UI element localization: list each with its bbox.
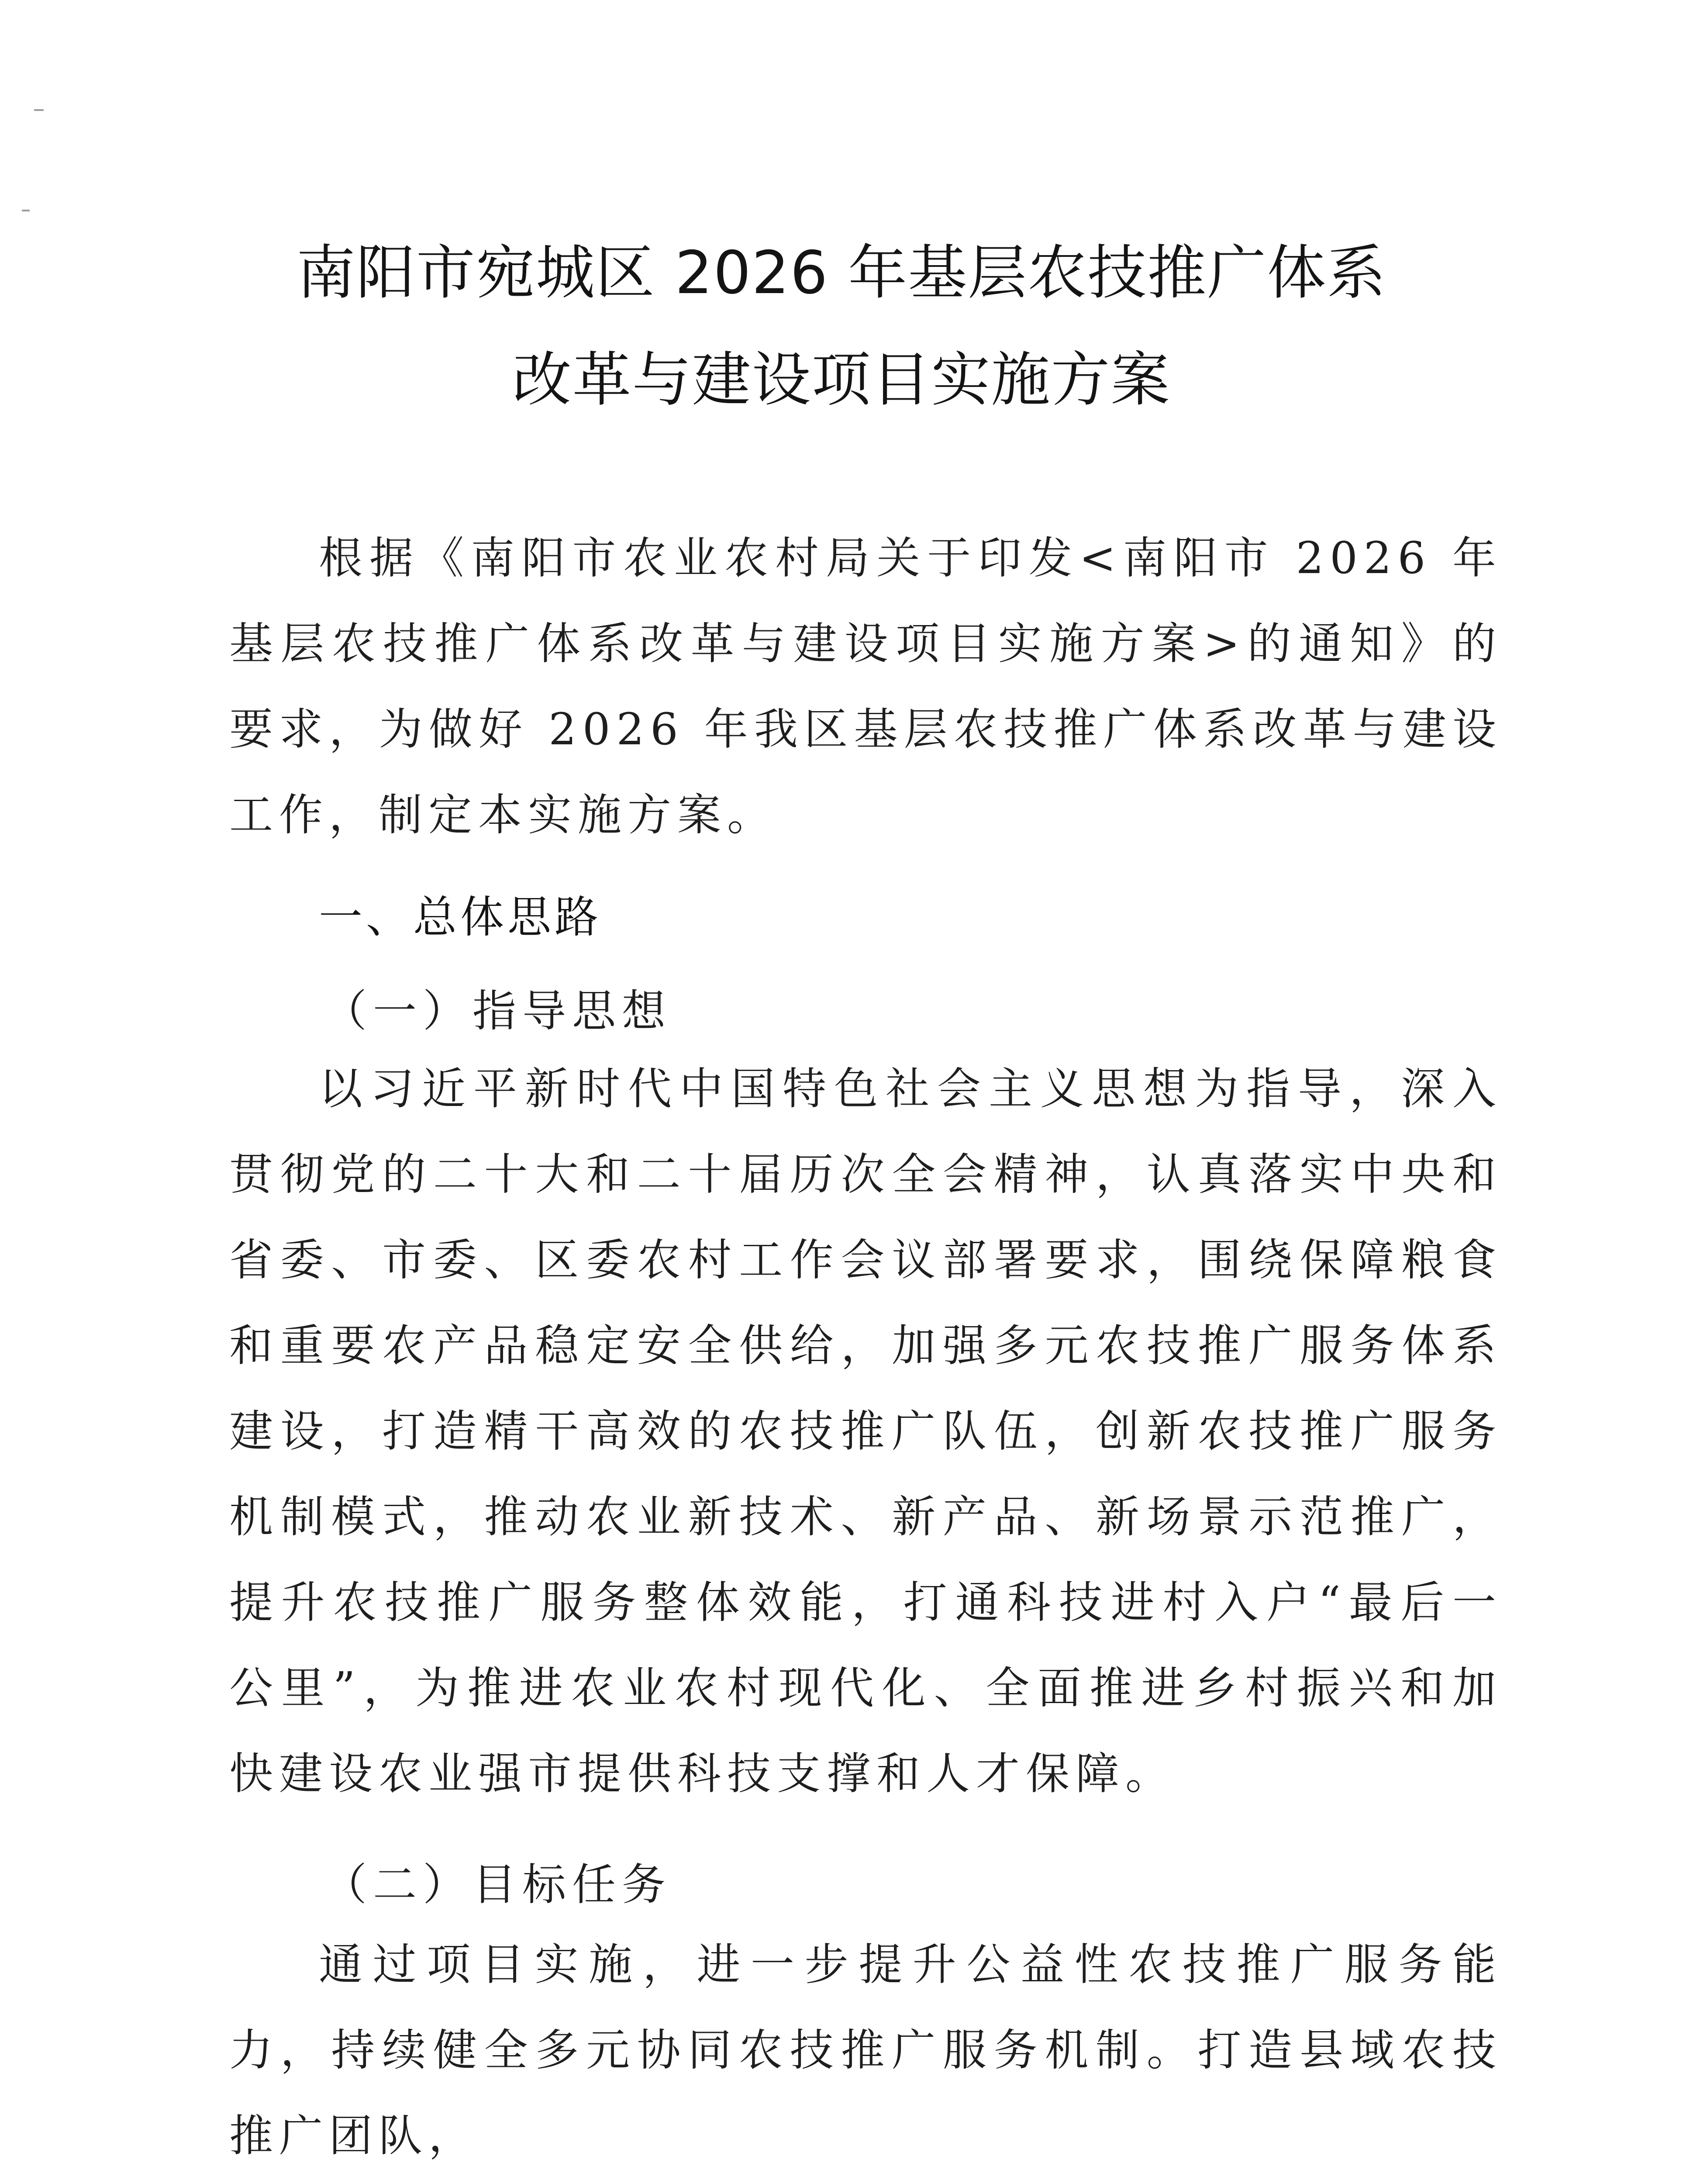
document-title-line-2: 改革与建设项目实施方案 (512, 346, 1171, 414)
section-heading: 一、总体思路 (319, 892, 602, 943)
document-title-line-1: 南阳市宛城区 2026 年基层农技推广体系 (296, 238, 1387, 307)
subsection-heading-target: （二）目标任务 (323, 1859, 672, 1910)
scan-mark (34, 109, 44, 111)
target-paragraph: 通过项目实施，进一步提升公益性农技推广服务能力，持续健全多元协同农技推广服务机制。打造县域农技推广团队， (229, 1939, 1502, 2161)
subsection-heading-guiding: （一）指导思想 (323, 985, 672, 1037)
intro-paragraph: 根据《南阳市农业农村局关于印发<南阳市 2026 年基层农技推广体系改革与建设项目实施方案>的通知》的要求，为做好 2026 年我区基层农技推广体系改革与建设工作，制定本实施方案。 (229, 532, 1502, 840)
guiding-paragraph: 以习近平新时代中国特色社会主义思想为指导，深入贯彻党的二十大和二十届历次全会精神，认真落实中央和省委、市委、区委农村工作会议部署要求，围绕保障粮食和重要农产品稳定安全供给，加强多元农技推广服务体系建设，打造精干高效的农技推广队伍，创新农技推广服务机制模式，推动农业新技术、新产品、新场景示范推广，提升农技推广服务整体效能，打通科技进村入户“最后一公里”，为推进农业农村现代化、全面推进乡村振兴和加快建设农业强市提供科技支撑和人才保障。 (229, 1063, 1502, 1799)
scan-mark (22, 210, 30, 211)
